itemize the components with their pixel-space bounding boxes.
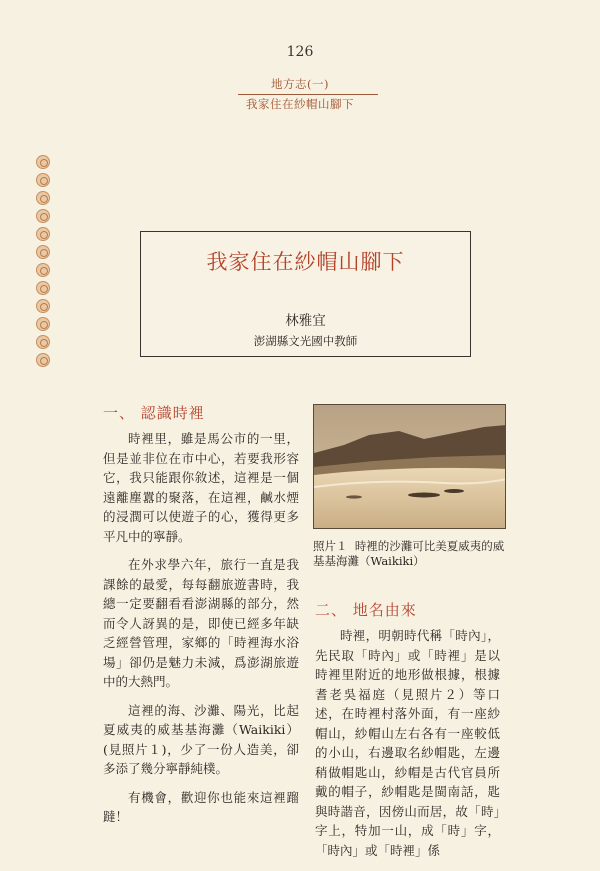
title-box: [140, 231, 471, 357]
author-name: 林雅宜: [285, 313, 326, 329]
ornament-dot: [36, 299, 50, 313]
running-header-divider: [238, 94, 378, 95]
decorative-border-ornament: [36, 155, 54, 371]
caption-text: 時裡的沙灘可比美夏威夷的威基基海灘（Waikiki）: [313, 539, 505, 568]
paragraph: 在外求學六年，旅行一直是我課餘的最愛，每每翻旅遊書時，我總一定要翻看看澎湖縣的部分，然而令人訝異的是，即使已經多年缺乏經營管理，家鄉的「時裡海水浴場」卻仍是魅力未減，爲澎湖旅遊中的大熱門。: [103, 557, 299, 689]
section-1-body: [103, 429, 299, 836]
paragraph: 這裡的海、沙灘、陽光，比起夏威夷的威基基海灘（Waikiki）(見照片１)，少了一份人造美，卻多添了幾分寧靜純樸。: [103, 702, 299, 776]
page-number: 126: [286, 44, 314, 60]
ornament-dot: [36, 245, 50, 259]
paragraph: 時裡，明朝時代稱「時內」，先民取「時內」或「時裡」是以時裡里附近的地形做根據，根據耆老吳福庭（見照片２）等口述，在時裡村落外面，有一座紗帽山，紗帽山左右各有一座較低的小山，右邊取名紗帽匙，左邊稍做帽匙山，紗帽是古代官員所戴的帽子，紗帽匙是閩南話，匙與時諧音，因傍山而居，故「時」字上，特加一山，成「時」字，「時內」或「時裡」係: [315, 628, 500, 858]
ornament-dot: [36, 155, 50, 169]
paragraph: 有機會，歡迎你也能來這裡蹓躂！: [103, 789, 299, 824]
ornament-dot: [36, 191, 50, 205]
ornament-dot: [36, 317, 50, 331]
photo-caption: [313, 539, 513, 569]
running-header-subtitle: 我家住在紗帽山腳下: [246, 97, 354, 111]
ornament-dot: [36, 263, 50, 277]
section-heading-2: 二、 地名由來: [315, 601, 417, 619]
ornament-dot: [36, 209, 50, 223]
article-title: 我家住在紗帽山腳下: [206, 250, 405, 274]
ornament-dot: [36, 227, 50, 241]
author-affiliation: 澎湖縣文光國中教師: [253, 334, 358, 348]
section-heading-1: 一、 認識時裡: [103, 404, 205, 422]
section-2-body: [315, 626, 500, 869]
ornament-dot: [36, 281, 50, 295]
beach-photo: [313, 404, 506, 529]
beach-photo-image: [314, 405, 506, 529]
ornament-dot: [36, 335, 50, 349]
ornament-dot: [36, 353, 50, 367]
running-header-series: 地方志(一): [271, 77, 329, 91]
caption-label: 照片１: [313, 539, 348, 553]
paragraph: 時裡里，雖是馬公市的一里，但是並非位在市中心，若要我形容它，我只能跟你敘述，這裡是一個遠離塵囂的聚落，在這裡，鹹水煙的浸潤可以使遊子的心，獲得更多平凡中的寧靜。: [103, 431, 299, 544]
ornament-dot: [36, 173, 50, 187]
